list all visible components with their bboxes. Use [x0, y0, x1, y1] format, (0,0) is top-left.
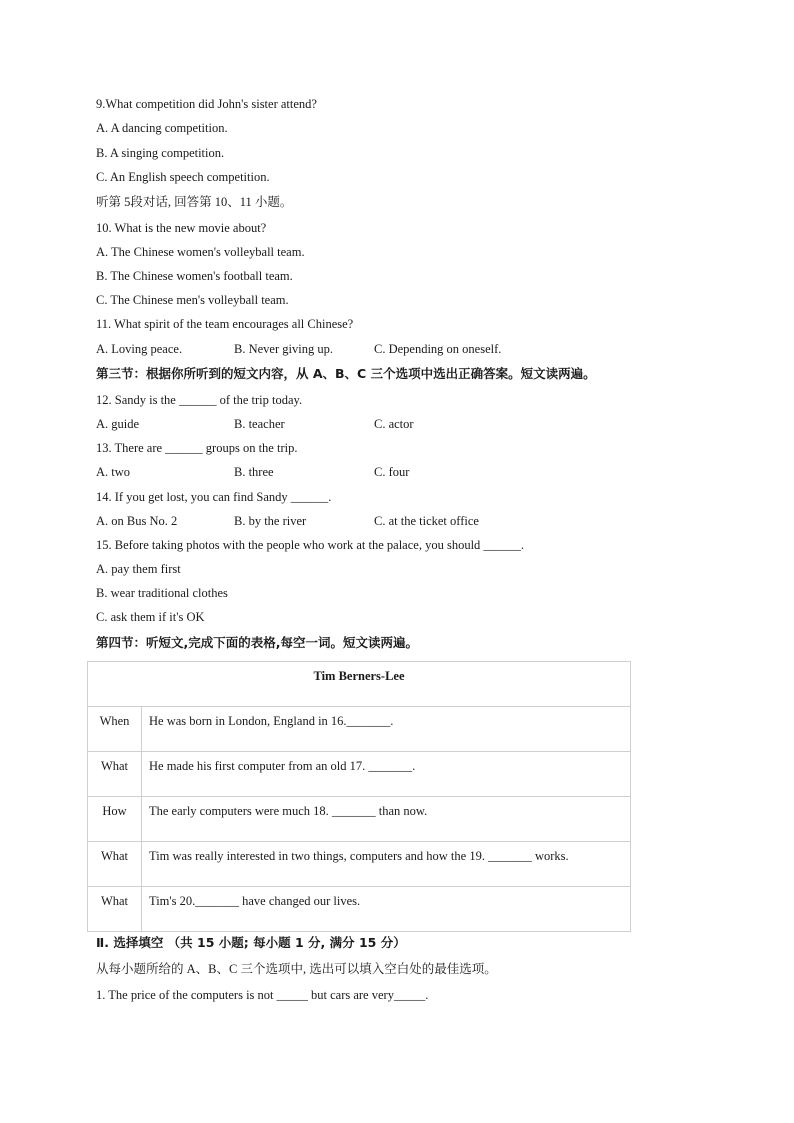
q10-stem: 10. What is the new movie about? [96, 221, 267, 235]
part2-instruction: 从每小题所给的 A、B、C 三个选项中, 选出可以填入空白处的最佳选项。 [96, 962, 497, 976]
row-value: Tim's 20._______ have changed our lives. [142, 887, 631, 932]
q11-option-a[interactable]: A. Loving peace. [96, 342, 183, 356]
q12-options [96, 416, 414, 432]
q9-option-b[interactable]: B. A singing competition. [96, 146, 225, 160]
q9-stem: 9.What competition did John's sister attend? [96, 97, 317, 111]
q12-option-a[interactable]: A. guide [96, 417, 140, 431]
q13-option-a[interactable]: A. two [96, 465, 131, 479]
q13-option-c[interactable]: C. four [374, 465, 410, 479]
q10-option-b[interactable]: B. The Chinese women's football team. [96, 269, 293, 283]
q15-stem: 15. Before taking photos with the people who work at the palace, you should ______. [96, 538, 525, 552]
row-key: What [88, 842, 142, 887]
q9-option-c[interactable]: C. An English speech competition. [96, 170, 270, 184]
tim-berners-lee-table [87, 661, 631, 932]
q11-option-c[interactable]: C. Depending on oneself. [374, 342, 502, 356]
q15-option-b[interactable]: B. wear traditional clothes [96, 586, 228, 600]
q14-options [96, 513, 479, 529]
part2-title: Ⅱ. 选择填空 （共 15 小题; 每小题 1 分, 满分 15 分） [96, 935, 406, 950]
q11-options [96, 341, 501, 357]
table-title: Tim Berners-Lee [88, 662, 631, 707]
table-row [88, 842, 631, 887]
section4-heading: 第四节：听短文,完成下面的表格,每空一词。短文读两遍。 [96, 635, 418, 650]
q12-stem: 12. Sandy is the ______ of the trip today. [96, 393, 303, 407]
dialog5-instruction: 听第 5段对话, 回答第 10、11 小题。 [96, 195, 293, 209]
row-value: Tim was really interested in two things, computers and how the 19. _______ works. [142, 842, 631, 887]
q9-option-a[interactable]: A. A dancing competition. [96, 121, 228, 135]
row-value: He made his first computer from an old 17. _______. [142, 752, 631, 797]
q11-option-b[interactable]: B. Never giving up. [234, 342, 333, 356]
q13-option-b[interactable]: B. three [234, 465, 274, 479]
row-value: The early computers were much 18. _______ than now. [142, 797, 631, 842]
q13-stem: 13. There are ______ groups on the trip. [96, 441, 298, 455]
table-header-row [88, 662, 631, 707]
q14-stem: 14. If you get lost, you can find Sandy ______. [96, 490, 332, 504]
q10-option-a[interactable]: A. The Chinese women's volleyball team. [96, 245, 305, 259]
q14-option-b[interactable]: B. by the river [234, 514, 307, 528]
q12-option-b[interactable]: B. teacher [234, 417, 285, 431]
q14-option-c[interactable]: C. at the ticket office [374, 514, 479, 528]
table-row [88, 797, 631, 842]
row-value: He was born in London, England in 16._______. [142, 707, 631, 752]
row-key: How [88, 797, 142, 842]
q12-option-c[interactable]: C. actor [374, 417, 414, 431]
q15-option-a[interactable]: A. pay them first [96, 562, 181, 576]
q13-options [96, 464, 409, 480]
section3-heading: 第三节：根据你所听到的短文内容，从 A、B、C 三个选项中选出正确答案。短文读两遍。 [96, 366, 596, 381]
row-key: When [88, 707, 142, 752]
row-key: What [88, 887, 142, 932]
row-key: What [88, 752, 142, 797]
table-row [88, 707, 631, 752]
part2-q1-stem: 1. The price of the computers is not _____ but cars are very_____. [96, 988, 429, 1002]
table-row [88, 887, 631, 932]
q10-option-c[interactable]: C. The Chinese men's volleyball team. [96, 293, 289, 307]
q11-stem: 11. What spirit of the team encourages all Chinese? [96, 317, 354, 331]
q14-option-a[interactable]: A. on Bus No. 2 [96, 514, 178, 528]
q15-option-c[interactable]: C. ask them if it's OK [96, 610, 205, 624]
table-row [88, 752, 631, 797]
